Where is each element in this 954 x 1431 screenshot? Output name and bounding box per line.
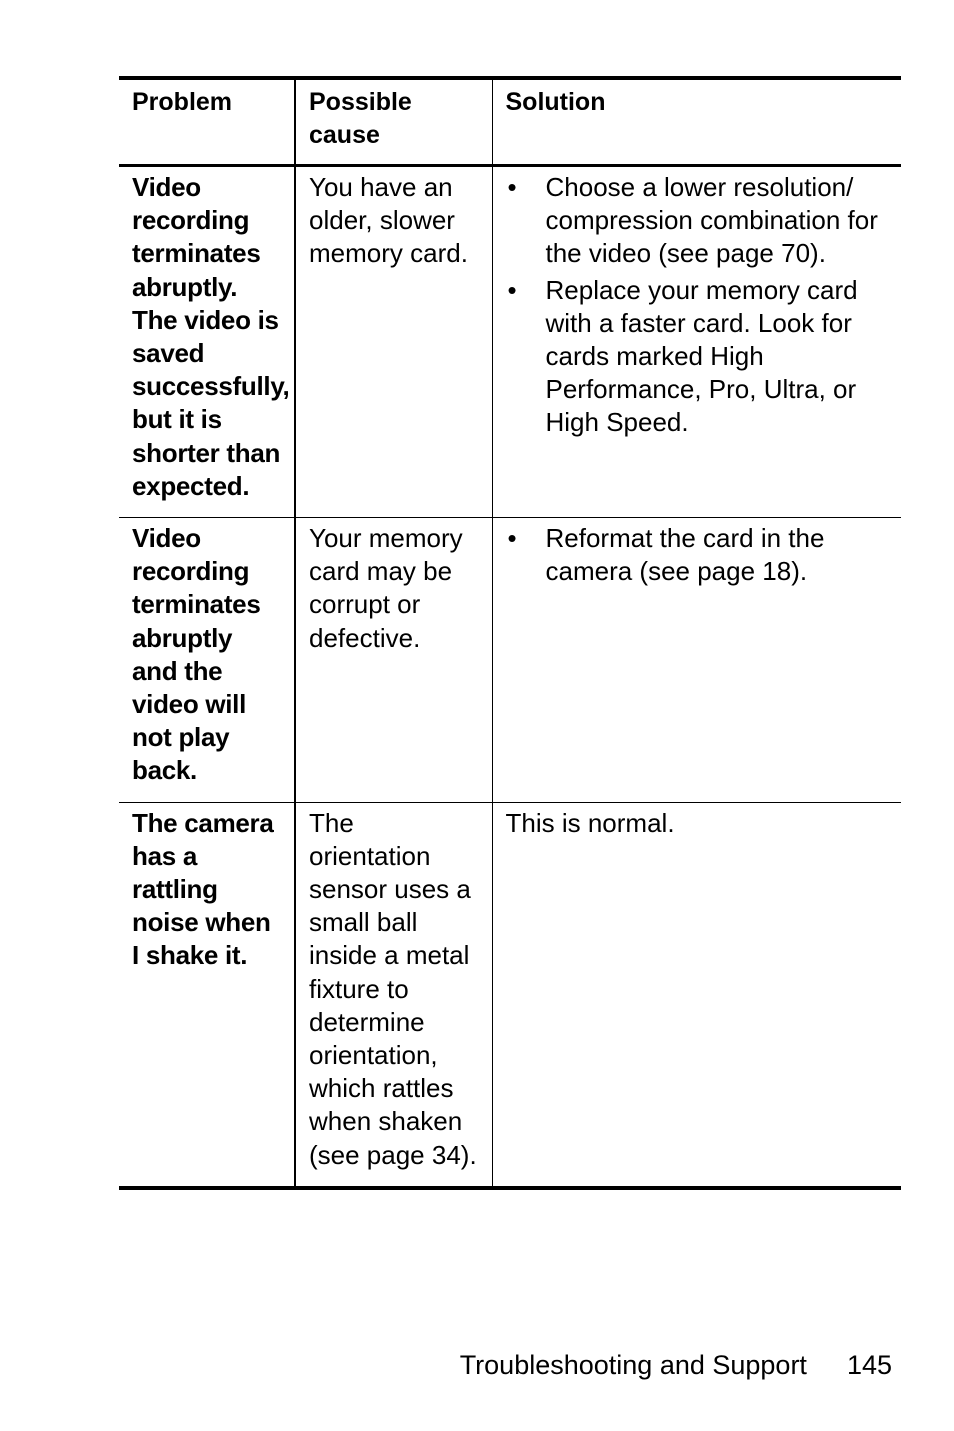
page-number: 145	[846, 1350, 892, 1380]
problem-cell: The camera has a rattling noise when I shake it.	[119, 802, 295, 1188]
footer-section-title: Troubleshooting and Support	[459, 1350, 807, 1380]
solution-text: Choose a lower resolution/ compression combination for the video (see page 70).	[545, 172, 878, 269]
table-row	[119, 802, 901, 1188]
header-solution: Solution	[492, 78, 901, 166]
solution-cell	[492, 166, 901, 518]
header-possible-cause: Possible cause	[295, 78, 492, 166]
bullet-icon: •	[507, 523, 517, 554]
page-footer	[460, 1347, 892, 1383]
solution-list	[506, 171, 890, 440]
header-problem: Problem	[119, 78, 295, 166]
solution-item	[506, 171, 890, 271]
solution-item	[506, 274, 890, 440]
table-row	[119, 518, 901, 803]
solution-text: Reformat the card in the camera (see page 18).	[545, 523, 825, 587]
solution-item	[506, 522, 890, 588]
table-header-row	[119, 78, 901, 166]
problem-cell: Video recording terminates abruptly. The video is saved successfully, but it is shorter than expected.	[119, 166, 295, 518]
solution-cell	[492, 518, 901, 803]
solution-list	[506, 522, 890, 588]
bullet-icon: •	[507, 172, 517, 202]
cause-cell: Your memory card may be corrupt or defective.	[295, 518, 492, 803]
cause-cell: You have an older, slower memory card.	[295, 166, 492, 518]
table-row	[119, 166, 901, 518]
solution-text: Replace your memory card with a faster card. Look for cards marked High Performance, Pro, Ultra, or High Speed.	[545, 274, 858, 438]
solution-cell: This is normal.	[492, 802, 901, 1188]
problem-cell: Video recording terminates abruptly and the video will not play back.	[119, 518, 295, 803]
troubleshooting-table	[119, 76, 901, 1190]
cause-cell: The orientation sensor uses a small ball inside a metal fixture to determine orientation, which rattles when shaken (see page 34).	[295, 802, 492, 1188]
bullet-icon: •	[507, 274, 517, 305]
